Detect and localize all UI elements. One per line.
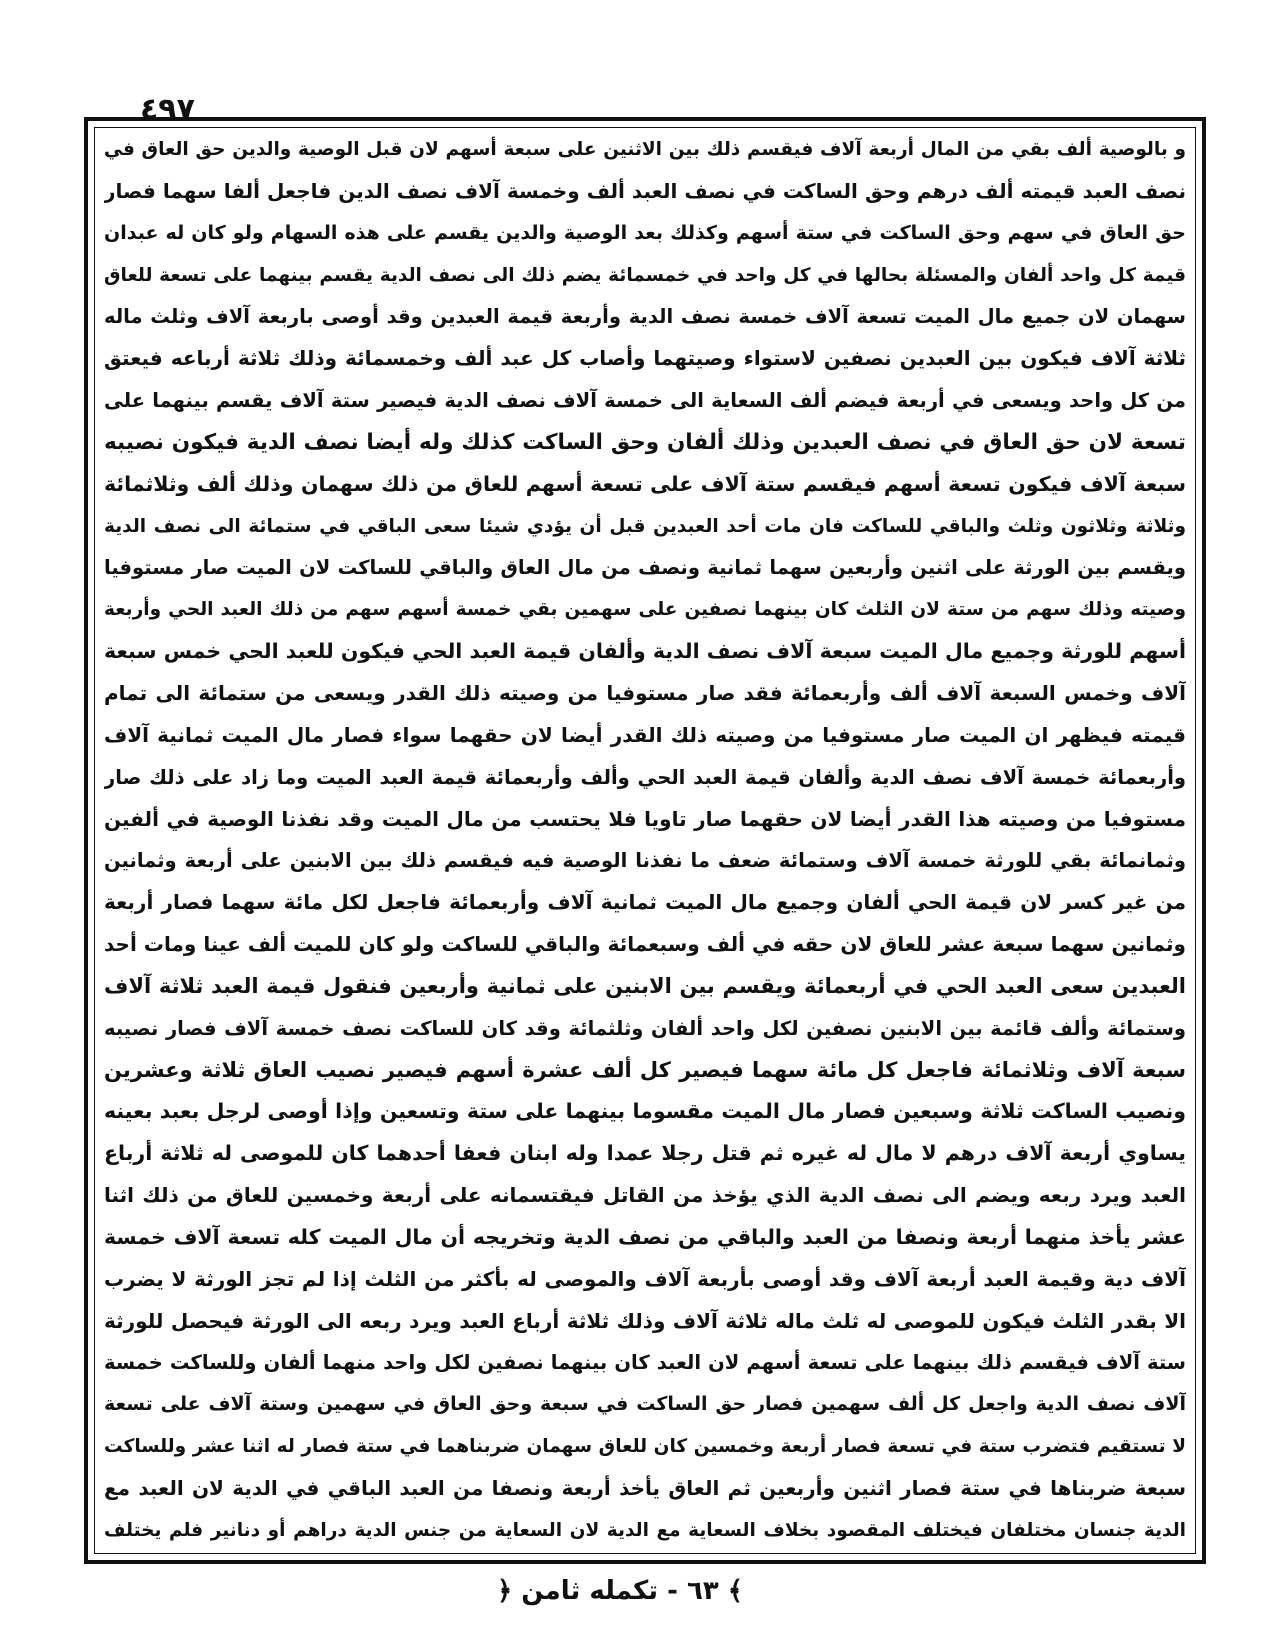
text-line: سهمان لان جميع مال الميت تسعة آلاف خمسة نصف الدية وأربعة قيمة العبدين وقد أوصى باربعة آلاف وثلث ماله bbox=[104, 305, 1186, 329]
text-line: نصف العبد قيمته ألف درهم وحق الساكت في نصف العبد ألف وخمسة آلاف نصف الدين فاجعل ألفا سهما فصار bbox=[104, 178, 1186, 203]
text-line: ويقسم بين الورثة على اثنين وأربعين سهما ثمانية ونصف من مال العاق والباقي للساكت لان الميت صار مستوفيا bbox=[104, 556, 1186, 580]
text-line: سبعة آلاف فيكون تسعة أسهم فيقسم ستة آلاف على تسعة أسهم للعاق من ذلك سهمان وذلك ألف وثلاثمائة bbox=[104, 471, 1186, 496]
text-line: سبعة آلاف وثلاثمائة فاجعل كل مائة سهما فيصير كل ألف عشرة أسهم فيصير نصيب العاق ثلاثة وعشرين bbox=[104, 1057, 1186, 1082]
text-line: الدية جنسان مختلفان فيختلف المقصود بخلاف السعاية مع الدية لان السعاية من جنس الدية دراهم أو دنانير فلم يختلف bbox=[104, 1519, 1186, 1541]
text-line: آلاف دية وقيمة العبد أربعة آلاف وقد أوصى بأربعة آلاف والموصى له بأكثر من الثلث إذا لم تجز الورثة لا يضرب bbox=[104, 1266, 1186, 1291]
text-line: وثلاثة وثلاثون وثلث والباقي للساكت فان مات أحد العبدين قبل أن يؤدي شيئا سعى الباقي في ستمائة الى نصف الدية bbox=[104, 515, 1186, 537]
text-line: حق العاق في سهم وحق الساكت في ستة أسهم وكذلك بعد الوصية والدين يقسم على هذه السهام ولو كان له عبدان bbox=[104, 221, 1186, 244]
text-line: سبعة ضربناها في ستة فصار اثنين وأربعين ثم العاق يأخذ أربعة ونصفا من العبد الباقي في الدية لان العبد مع bbox=[104, 1476, 1186, 1500]
text-line: عشر يأخذ منهما أربعة ونصفا من العبد والباقي من نصف الدية وتخريجه أن مال الميت كله تسعة آلاف خمسة bbox=[104, 1224, 1186, 1249]
text-body bbox=[104, 131, 1186, 1549]
text-line: أسهم للورثة وجميع مال الميت سبعة آلاف نصف الدية وألفان قيمة العبد الحي فيكون للعبد الحي خمس سبعة bbox=[104, 639, 1186, 664]
signature-mark bbox=[470, 1569, 770, 1613]
text-line: وثمانين سهما سبعة عشر للعاق لان حقه في ألف وسبعمائة والباقي للساكت ولو كان للميت ألف عينا ومات أحد bbox=[104, 932, 1186, 957]
text-line: العبد ويرد ربعه ويضم الى نصف الدية الذي يؤخذ من القاتل فيقتسمانه على أربعة وخمسين للعاق من ذلك اثنا bbox=[104, 1183, 1186, 1208]
text-line: وصيته وذلك سهم من ستة لان الثلث كان بينهما نصفين على سهمين بقي خمسة أسهم سهم من ذلك العبد الحي وأربعة bbox=[104, 599, 1186, 621]
text-line: ونصيب الساكت ثلاثة وسبعين فصار مال الميت مقسوما بينهما على ستة وتسعين وإذا أوصى لرجل بعبد بعينه bbox=[104, 1099, 1186, 1124]
text-line: من كل واحد ويسعى في أربعة فيضم ألف السعاية الى خمسة آلاف نصف الدية فيصير ستة آلاف يقسم بينهما على bbox=[104, 389, 1186, 413]
text-line: ثلاثة آلاف فيكون بين العبدين نصفين لاستواء وصيتهما وأصاب كل عبد ألف وخمسمائة وذلك ثلاثة أرباعه فيعتق bbox=[104, 346, 1186, 371]
text-line: تسعة لان حق العاق في نصف العبدين وذلك ألفان وحق الساكت كذلك وله أيضا نصف الدية فيكون نصيبه bbox=[104, 429, 1186, 455]
text-line: قيمة كل واحد ألفان والمسئلة بحالها في كل واحد في خمسمائة يضم ذلك الى نصف الدية يقسم بينهما على تسعة للعاق bbox=[104, 264, 1186, 286]
text-line: آلاف وخمس السبعة آلاف ألف وأربعمائة فقد صار مستوفيا من وصيته ذلك القدر ويسعى من ستمائة الى تمام bbox=[104, 680, 1186, 705]
text-line: لا تستقيم فتضرب ستة في تسعة فصار أربعة وخمسين كان للعاق سهمان ضربناهما في ستة فصار له اثنا عشر وللساكت bbox=[104, 1436, 1186, 1458]
text-line: ستة آلاف فيقسم ذلك بينهما على تسعة أسهم لان العبد كان بينهما نصفين لكل واحد منهما ألفان وللساكت خمسة bbox=[104, 1351, 1186, 1375]
signature-text: ﴾ ٦٣ - تكمله ثامن ﴿ bbox=[497, 1576, 743, 1606]
page-number: ٤٩٧ bbox=[140, 92, 195, 127]
text-line: وأربعمائة خمسة آلاف نصف الدية وألفان قيمة العبد الحي وألف وأربعمائة قيمة العبد الميت وما زاد على ذلك صار bbox=[104, 765, 1186, 789]
text-line: العبدين سعى العبد الحي في أربعمائة ويقسم بين الابنين على ثمانية وأربعين فنقول قيمة العبد ثلاثة آلاف bbox=[104, 973, 1186, 998]
text-line: قيمته فيظهر ان الميت صار مستوفيا من وصيته ذلك القدر أيضا لان حقهما سواء فصار مال الميت ثمانية آلاف bbox=[104, 722, 1186, 747]
text-line: يساوي أربعة آلاف درهم لا مال له غيره ثم قتل رجلا عمدا وله ابنان فعفا أحدهما كان للموصى له ثلاثة أرباع bbox=[104, 1141, 1186, 1166]
text-line: من غير كسر لان قيمة الحي ألفان وجميع مال الميت ثمانية آلاف وأربعمائة فاجعل لكل مائة سهما فصار أربعة bbox=[104, 890, 1186, 915]
text-line: و بالوصية ألف بقي من المال أربعة آلاف فيقسم ذلك بين الاثنين على سبعة أسهم لان قبل الوصية والدين حق العاق في bbox=[104, 139, 1186, 160]
text-line: وثمانمائة بقي للورثة خمسة آلاف وستمائة ضعف ما نفذنا الوصية فيه فيقسم ذلك بين الابنين على أربعة وثمانين bbox=[104, 849, 1186, 873]
text-line: آلاف نصف الدية واجعل كل ألف سهمين فصار حق الساكت في سبعة وحق العاق في سهمين وستة آلاف على تسعة bbox=[104, 1393, 1186, 1416]
text-line: مستوفيا من وصيته هذا القدر أيضا لان حقهما صار تاويا فلا يحتسب من مال الميت وقد نفذنا الوصية في ألفين bbox=[104, 806, 1186, 831]
text-line: وستمائة وألف قائمة بين الابنين نصفين لكل واحد ألفان وثلثمائة وقد كان للساكت نصف خمسة آلاف فصار نصيبه bbox=[104, 1016, 1186, 1040]
text-line: الا بقدر الثلث فيكون للموصى له ثلث ماله ثلاثة آلاف وذلك ثلاثة أرباع العبد ويرد ربعه الى الورثة فيحصل للورثة bbox=[104, 1308, 1186, 1333]
